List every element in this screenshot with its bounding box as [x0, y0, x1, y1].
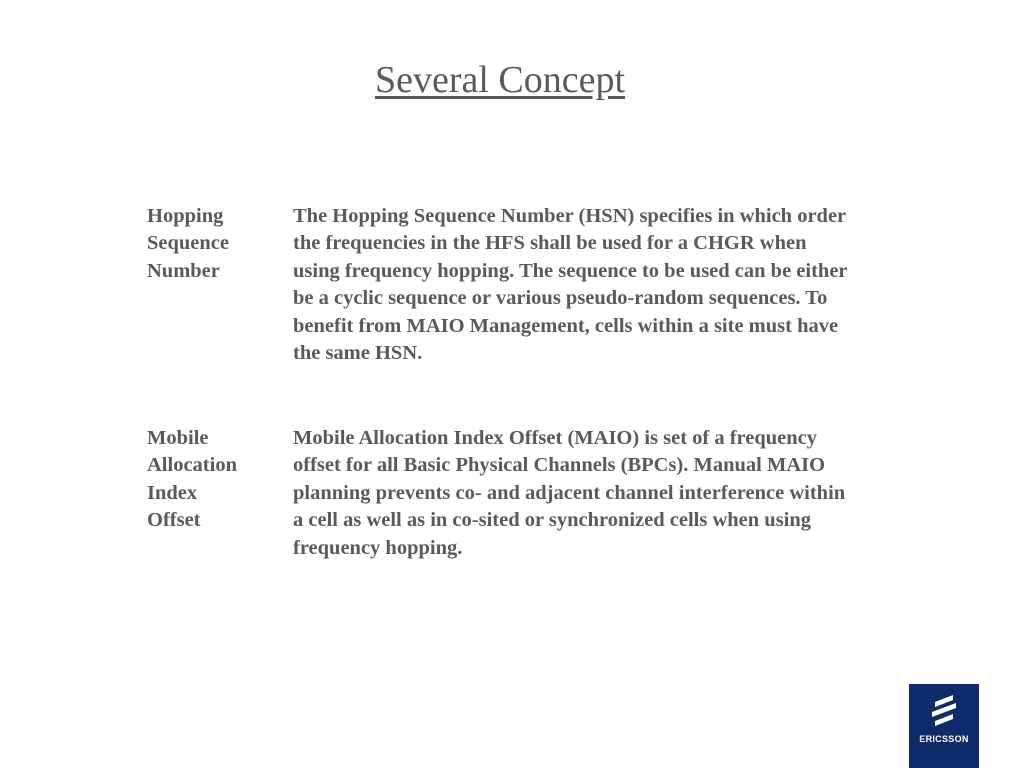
definition-line: Mobile Allocation Index Offset (MAIO) is set of a frequency: [293, 427, 818, 449]
term-line: Number: [147, 259, 220, 282]
logo-text: ERICSSON: [919, 734, 969, 744]
term-line: Hopping: [147, 205, 224, 227]
definition-line: frequency hopping.: [293, 536, 463, 559]
concept-term: [147, 425, 287, 535]
definition-line: using frequency hopping. The sequence to be used can be either: [293, 259, 848, 282]
definition-line: offset for all Basic Physical Channels (BPCs). Manual MAIO: [293, 454, 826, 477]
definition-line: benefit from MAIO Management, cells within a site must have: [293, 314, 839, 337]
definition-line: a cell as well as in co-sited or synchronized cells when using: [293, 509, 812, 532]
concept-definition: [293, 425, 923, 562]
definition-line: the same HSN.: [293, 342, 423, 365]
ericsson-logo: [909, 684, 979, 768]
term-line: Index: [147, 481, 198, 504]
term-line: Sequence: [147, 232, 229, 255]
concept-definition: [293, 203, 923, 367]
page-title: Several Concept: [374, 59, 626, 101]
definition-line: the frequencies in the HFS shall be used for a CHGR when: [293, 232, 807, 255]
concept-term: [147, 203, 287, 285]
definition-line: be a cyclic sequence or various pseudo-random sequences. To: [293, 287, 828, 310]
definition-line: planning prevents co- and adjacent channel interference within: [293, 481, 846, 504]
ericsson-stripes-icon: [909, 684, 979, 734]
definition-line: The Hopping Sequence Number (HSN) specifies in which order: [293, 205, 847, 227]
term-line: Mobile: [147, 427, 209, 449]
term-line: Allocation: [147, 454, 237, 477]
term-line: Offset: [147, 509, 201, 532]
